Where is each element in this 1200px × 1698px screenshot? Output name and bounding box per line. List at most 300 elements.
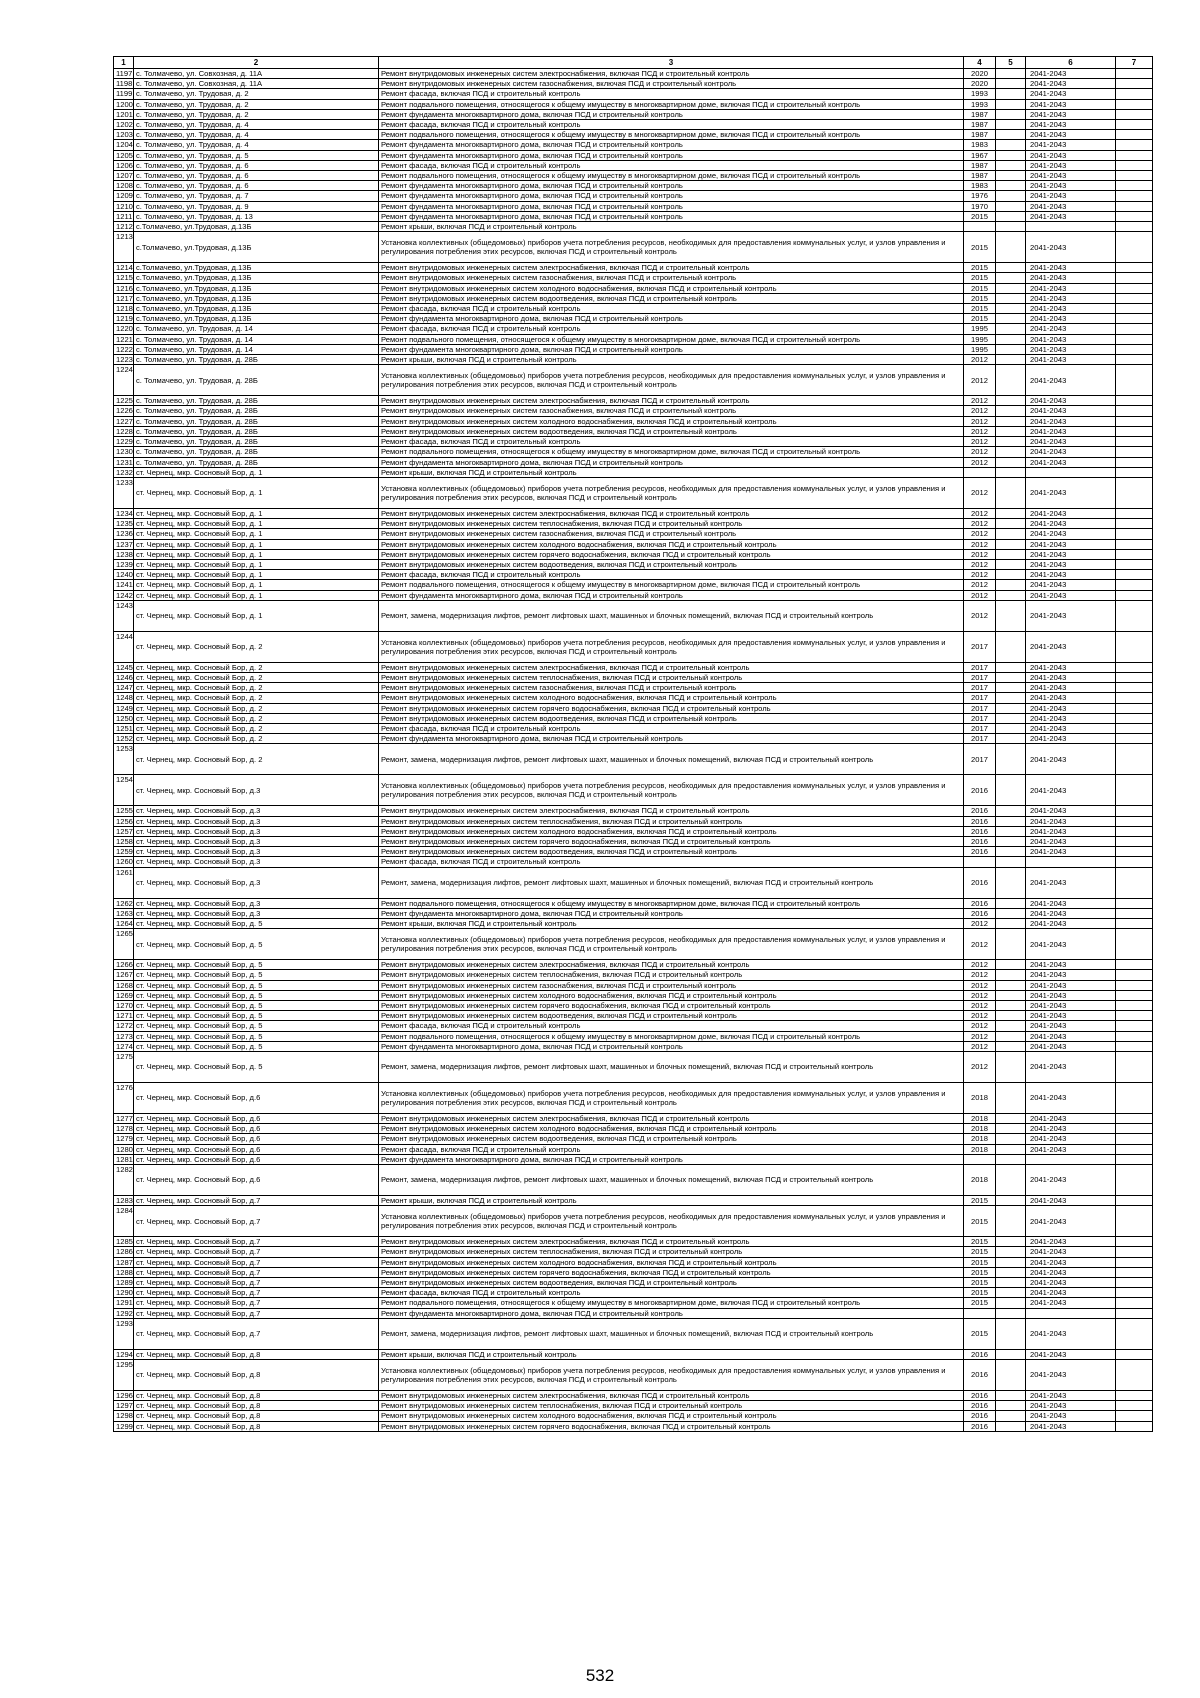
- work-type-cell: Ремонт крыши, включая ПСД и строительный контроль: [379, 467, 964, 477]
- work-type-cell: Ремонт внутридомовых инженерных систем холодного водоснабжения, включая ПСД и строительный контроль: [379, 1257, 964, 1267]
- table-row: [114, 1052, 1153, 1083]
- work-type-cell: Ремонт внутридомовых инженерных систем горячего водоснабжения, включая ПСД и строительный контроль: [379, 836, 964, 846]
- col7-cell: [1116, 806, 1153, 816]
- row-number: 1245: [114, 662, 134, 672]
- address-cell: с. Толмачево, ул. Совхозная, д. 11А: [134, 69, 379, 79]
- work-type-cell: Ремонт внутридомовых инженерных систем электроснабжения, включая ПСД и строительный контроль: [379, 1114, 964, 1124]
- col7-cell: [1116, 355, 1153, 365]
- year-cell: 1987: [964, 109, 996, 119]
- work-type-cell: Ремонт внутридомовых инженерных систем водоотведения, включая ПСД и строительный контроль: [379, 847, 964, 857]
- year-cell: 2015: [964, 1206, 996, 1237]
- year-cell: 2017: [964, 683, 996, 693]
- col5-cell: [996, 806, 1026, 816]
- period-cell: 2041-2043: [1026, 600, 1116, 631]
- period-cell: 2041-2043: [1026, 744, 1116, 775]
- work-type-cell: Ремонт фасада, включая ПСД и строительный контроль: [379, 324, 964, 334]
- address-cell: ст. Чернец, мкр. Сосновый Бор, д.3: [134, 816, 379, 826]
- address-cell: с. Толмачево, ул. Трудовая, д. 28Б: [134, 355, 379, 365]
- work-type-cell: Ремонт фасада, включая ПСД и строительный контроль: [379, 304, 964, 314]
- col7-cell: [1116, 631, 1153, 662]
- year-cell: 2012: [964, 1021, 996, 1031]
- col5-cell: [996, 201, 1026, 211]
- col5-cell: [996, 1360, 1026, 1391]
- work-type-cell: Ремонт внутридомовых инженерных систем водоотведения, включая ПСД и строительный контроль: [379, 293, 964, 303]
- year-cell: 1993: [964, 89, 996, 99]
- year-cell: 2012: [964, 355, 996, 365]
- period-cell: 2041-2043: [1026, 140, 1116, 150]
- row-number: 1253: [114, 744, 134, 775]
- col5-cell: [996, 898, 1026, 908]
- col7-cell: [1116, 1134, 1153, 1144]
- row-number: 1203: [114, 130, 134, 140]
- table-row: [114, 1411, 1153, 1421]
- work-type-cell: Ремонт внутридомовых инженерных систем электроснабжения, включая ПСД и строительный контроль: [379, 806, 964, 816]
- period-cell: 2041-2043: [1026, 1124, 1116, 1134]
- period-cell: [1026, 222, 1116, 232]
- col5-cell: [996, 1237, 1026, 1247]
- col7-cell: [1116, 171, 1153, 181]
- col7-cell: [1116, 1308, 1153, 1318]
- col5-cell: [996, 447, 1026, 457]
- table-row: [114, 1114, 1153, 1124]
- col7-cell: [1116, 1144, 1153, 1154]
- work-type-cell: Ремонт фасада, включая ПСД и строительный контроль: [379, 120, 964, 130]
- work-type-cell: Ремонт внутридомовых инженерных систем горячего водоснабжения, включая ПСД и строительный контроль: [379, 1267, 964, 1277]
- row-number: 1254: [114, 775, 134, 806]
- row-number: 1266: [114, 960, 134, 970]
- work-type-cell: Ремонт внутридомовых инженерных систем холодного водоснабжения, включая ПСД и строительный контроль: [379, 283, 964, 293]
- col-header-1: 1: [114, 57, 134, 69]
- col7-cell: [1116, 836, 1153, 846]
- work-type-cell: Ремонт фундамента многоквартирного дома, включая ПСД и строительный контроль: [379, 150, 964, 160]
- work-type-cell: Ремонт, замена, модернизация лифтов, ремонт лифтовых шахт, машинных и блочных помещений, включая ПСД и строительный контроль: [379, 1318, 964, 1349]
- row-number: 1292: [114, 1308, 134, 1318]
- address-cell: ст. Чернец, мкр. Сосновый Бор, д. 1: [134, 600, 379, 631]
- table-row: [114, 590, 1153, 600]
- address-cell: ст. Чернец, мкр. Сосновый Бор, д. 1: [134, 590, 379, 600]
- col5-cell: [996, 79, 1026, 89]
- address-cell: ст. Чернец, мкр. Сосновый Бор, д. 1: [134, 467, 379, 477]
- table-row: [114, 580, 1153, 590]
- period-cell: 2041-2043: [1026, 713, 1116, 723]
- col5-cell: [996, 171, 1026, 181]
- table-row: [114, 89, 1153, 99]
- period-cell: 2041-2043: [1026, 631, 1116, 662]
- row-number: 1278: [114, 1124, 134, 1134]
- period-cell: [1026, 1308, 1116, 1318]
- col5-cell: [996, 304, 1026, 314]
- col5-cell: [996, 519, 1026, 529]
- row-number: 1230: [114, 447, 134, 457]
- row-number: 1239: [114, 559, 134, 569]
- period-cell: 2041-2043: [1026, 457, 1116, 467]
- period-cell: 2041-2043: [1026, 1144, 1116, 1154]
- table-row: [114, 1154, 1153, 1164]
- table-row: [114, 1083, 1153, 1114]
- period-cell: 2041-2043: [1026, 929, 1116, 960]
- col5-cell: [996, 140, 1026, 150]
- table-row: [114, 263, 1153, 273]
- year-cell: 2012: [964, 519, 996, 529]
- col7-cell: [1116, 99, 1153, 109]
- address-cell: ст. Чернец, мкр. Сосновый Бор, д. 5: [134, 1052, 379, 1083]
- year-cell: 2015: [964, 1288, 996, 1298]
- col7-cell: [1116, 1288, 1153, 1298]
- address-cell: ст. Чернец, мкр. Сосновый Бор, д.7: [134, 1257, 379, 1267]
- work-type-cell: Установка коллективных (общедомовых) приборов учета потребления ресурсов, необходимых для предоставления коммунальных услуг, и узлов управления и регулирования потребления этих ресурсов, включая ПСД и строительный контроль: [379, 775, 964, 806]
- table-row: [114, 324, 1153, 334]
- col7-cell: [1116, 457, 1153, 467]
- col-header-4: 4: [964, 57, 996, 69]
- col7-cell: [1116, 1031, 1153, 1041]
- period-cell: 2041-2043: [1026, 775, 1116, 806]
- col5-cell: [996, 89, 1026, 99]
- work-type-cell: Ремонт внутридомовых инженерных систем электроснабжения, включая ПСД и строительный контроль: [379, 263, 964, 273]
- col7-cell: [1116, 1052, 1153, 1083]
- row-number: 1273: [114, 1031, 134, 1041]
- work-type-cell: Ремонт фундамента многоквартирного дома, включая ПСД и строительный контроль: [379, 344, 964, 354]
- period-cell: 2041-2043: [1026, 1247, 1116, 1257]
- col7-cell: [1116, 467, 1153, 477]
- row-number: 1276: [114, 1083, 134, 1114]
- address-cell: с. Толмачево, ул. Трудовая, д. 28Б: [134, 416, 379, 426]
- period-cell: 2041-2043: [1026, 693, 1116, 703]
- year-cell: 2016: [964, 1349, 996, 1359]
- row-number: 1235: [114, 519, 134, 529]
- address-cell: с. Толмачево, ул. Трудовая, д. 28Б: [134, 406, 379, 416]
- table-row: [114, 744, 1153, 775]
- period-cell: 2041-2043: [1026, 1031, 1116, 1041]
- address-cell: ст. Чернец, мкр. Сосновый Бор, д. 1: [134, 477, 379, 508]
- work-type-cell: Установка коллективных (общедомовых) приборов учета потребления ресурсов, необходимых для предоставления коммунальных услуг, и узлов управления и регулирования потребления этих ресурсов, включая ПСД и строительный контроль: [379, 477, 964, 508]
- period-cell: 2041-2043: [1026, 314, 1116, 324]
- address-cell: с.Толмачево, ул.Трудовая, д.13Б: [134, 283, 379, 293]
- address-cell: ст. Чернец, мкр. Сосновый Бор, д.7: [134, 1247, 379, 1257]
- address-cell: ст. Чернец, мкр. Сосновый Бор, д. 5: [134, 1021, 379, 1031]
- table-row: [114, 683, 1153, 693]
- col5-cell: [996, 426, 1026, 436]
- year-cell: 2015: [964, 293, 996, 303]
- col5-cell: [996, 1411, 1026, 1421]
- work-type-cell: Ремонт фасада, включая ПСД и строительный контроль: [379, 160, 964, 170]
- period-cell: 2041-2043: [1026, 1237, 1116, 1247]
- col5-cell: [996, 1257, 1026, 1267]
- col7-cell: [1116, 539, 1153, 549]
- period-cell: 2041-2043: [1026, 130, 1116, 140]
- row-number: 1297: [114, 1401, 134, 1411]
- period-cell: 2041-2043: [1026, 447, 1116, 457]
- col7-cell: [1116, 970, 1153, 980]
- period-cell: 2041-2043: [1026, 1349, 1116, 1359]
- col7-cell: [1116, 519, 1153, 529]
- table-row: [114, 1247, 1153, 1257]
- year-cell: 2012: [964, 529, 996, 539]
- year-cell: 2012: [964, 426, 996, 436]
- address-cell: ст. Чернец, мкр. Сосновый Бор, д.3: [134, 898, 379, 908]
- col7-cell: [1116, 683, 1153, 693]
- col-header-5: 5: [996, 57, 1026, 69]
- col5-cell: [996, 539, 1026, 549]
- col7-cell: [1116, 929, 1153, 960]
- year-cell: 2020: [964, 79, 996, 89]
- address-cell: с. Толмачево, ул. Трудовая, д. 4: [134, 130, 379, 140]
- table-row: [114, 1257, 1153, 1267]
- table-row: [114, 908, 1153, 918]
- table-row: [114, 1318, 1153, 1349]
- row-number: 1281: [114, 1154, 134, 1164]
- address-cell: ст. Чернец, мкр. Сосновый Бор, д.7: [134, 1288, 379, 1298]
- period-cell: 2041-2043: [1026, 232, 1116, 263]
- row-number: 1267: [114, 970, 134, 980]
- row-number: 1249: [114, 703, 134, 713]
- period-cell: 2041-2043: [1026, 150, 1116, 160]
- year-cell: 2012: [964, 457, 996, 467]
- col7-cell: [1116, 1401, 1153, 1411]
- address-cell: ст. Чернец, мкр. Сосновый Бор, д. 5: [134, 1001, 379, 1011]
- row-number: 1234: [114, 508, 134, 518]
- year-cell: 1995: [964, 324, 996, 334]
- row-number: 1224: [114, 365, 134, 396]
- address-cell: ст. Чернец, мкр. Сосновый Бор, д.7: [134, 1196, 379, 1206]
- col5-cell: [996, 1421, 1026, 1431]
- work-type-cell: Ремонт внутридомовых инженерных систем электроснабжения, включая ПСД и строительный контроль: [379, 662, 964, 672]
- period-cell: 2041-2043: [1026, 836, 1116, 846]
- address-cell: ст. Чернец, мкр. Сосновый Бор, д. 2: [134, 672, 379, 682]
- col7-cell: [1116, 590, 1153, 600]
- work-type-cell: Ремонт фасада, включая ПСД и строительный контроль: [379, 437, 964, 447]
- row-number: 1227: [114, 416, 134, 426]
- table-row: [114, 293, 1153, 303]
- work-type-cell: Установка коллективных (общедомовых) приборов учета потребления ресурсов, необходимых для предоставления коммунальных услуг, и узлов управления и регулирования потребления этих ресурсов, включая ПСД и строительный контроль: [379, 929, 964, 960]
- table-row: [114, 406, 1153, 416]
- row-number: 1207: [114, 171, 134, 181]
- table-row: [114, 1360, 1153, 1391]
- col7-cell: [1116, 130, 1153, 140]
- table-row: [114, 273, 1153, 283]
- work-type-cell: Установка коллективных (общедомовых) приборов учета потребления ресурсов, необходимых для предоставления коммунальных услуг, и узлов управления и регулирования потребления этих ресурсов, включая ПСД и строительный контроль: [379, 1360, 964, 1391]
- col5-cell: [996, 232, 1026, 263]
- col5-cell: [996, 181, 1026, 191]
- row-number: 1298: [114, 1411, 134, 1421]
- col7-cell: [1116, 1391, 1153, 1401]
- year-cell: 2018: [964, 1134, 996, 1144]
- col5-cell: [996, 1011, 1026, 1021]
- col5-cell: [996, 631, 1026, 662]
- year-cell: 2015: [964, 1196, 996, 1206]
- work-type-cell: Ремонт внутридомовых инженерных систем газоснабжения, включая ПСД и строительный контроль: [379, 980, 964, 990]
- address-cell: ст. Чернец, мкр. Сосновый Бор, д.8: [134, 1391, 379, 1401]
- col5-cell: [996, 437, 1026, 447]
- table-row: [114, 970, 1153, 980]
- year-cell: [964, 222, 996, 232]
- year-cell: 2017: [964, 734, 996, 744]
- col5-cell: [996, 1196, 1026, 1206]
- col7-cell: [1116, 1349, 1153, 1359]
- period-cell: 2041-2043: [1026, 1401, 1116, 1411]
- address-cell: с. Толмачево, ул. Трудовая, д. 14: [134, 344, 379, 354]
- table-row: [114, 1391, 1153, 1401]
- address-cell: ст. Чернец, мкр. Сосновый Бор, д. 1: [134, 519, 379, 529]
- table-row: [114, 857, 1153, 867]
- table-row: [114, 734, 1153, 744]
- period-cell: 2041-2043: [1026, 1041, 1116, 1051]
- address-cell: ст. Чернец, мкр. Сосновый Бор, д.3: [134, 806, 379, 816]
- period-cell: 2041-2043: [1026, 1083, 1116, 1114]
- period-cell: 2041-2043: [1026, 191, 1116, 201]
- col5-cell: [996, 1114, 1026, 1124]
- year-cell: 1970: [964, 201, 996, 211]
- address-cell: ст. Чернец, мкр. Сосновый Бор, д. 1: [134, 580, 379, 590]
- col5-cell: [996, 816, 1026, 826]
- row-number: 1199: [114, 89, 134, 99]
- year-cell: 1983: [964, 181, 996, 191]
- work-type-cell: Ремонт фундамента многоквартирного дома, включая ПСД и строительный контроль: [379, 314, 964, 324]
- col7-cell: [1116, 1257, 1153, 1267]
- work-type-cell: Ремонт внутридомовых инженерных систем электроснабжения, включая ПСД и строительный контроль: [379, 508, 964, 518]
- table-row: [114, 99, 1153, 109]
- period-cell: 2041-2043: [1026, 79, 1116, 89]
- period-cell: 2041-2043: [1026, 980, 1116, 990]
- year-cell: 2012: [964, 918, 996, 928]
- year-cell: 2018: [964, 1114, 996, 1124]
- year-cell: 2017: [964, 631, 996, 662]
- address-cell: с. Толмачево, ул. Трудовая, д. 28Б: [134, 457, 379, 467]
- period-cell: 2041-2043: [1026, 960, 1116, 970]
- period-cell: 2041-2043: [1026, 324, 1116, 334]
- year-cell: 2012: [964, 1001, 996, 1011]
- col5-cell: [996, 970, 1026, 980]
- col5-cell: [996, 857, 1026, 867]
- table-row: [114, 1041, 1153, 1051]
- work-type-cell: Ремонт внутридомовых инженерных систем холодного водоснабжения, включая ПСД и строительный контроль: [379, 990, 964, 1000]
- period-cell: 2041-2043: [1026, 703, 1116, 713]
- year-cell: 2012: [964, 477, 996, 508]
- col7-cell: [1116, 222, 1153, 232]
- col7-cell: [1116, 580, 1153, 590]
- year-cell: 2016: [964, 1421, 996, 1431]
- period-cell: 2041-2043: [1026, 806, 1116, 816]
- table-row: [114, 1267, 1153, 1277]
- year-cell: 1993: [964, 99, 996, 109]
- work-type-cell: Ремонт подвального помещения, относящегося к общему имуществу в многоквартирном доме, включая ПСД и строительный контроль: [379, 447, 964, 457]
- address-cell: с. Толмачево, ул. Трудовая, д. 6: [134, 171, 379, 181]
- address-cell: ст. Чернец, мкр. Сосновый Бор, д.3: [134, 857, 379, 867]
- col5-cell: [996, 211, 1026, 221]
- period-cell: 2041-2043: [1026, 263, 1116, 273]
- year-cell: 2012: [964, 416, 996, 426]
- table-row: [114, 1031, 1153, 1041]
- address-cell: с. Толмачево, ул. Трудовая, д. 4: [134, 140, 379, 150]
- year-cell: 2016: [964, 847, 996, 857]
- row-number: 1263: [114, 908, 134, 918]
- year-cell: 1995: [964, 334, 996, 344]
- year-cell: 2018: [964, 1124, 996, 1134]
- row-number: 1243: [114, 600, 134, 631]
- row-number: 1248: [114, 693, 134, 703]
- col5-cell: [996, 457, 1026, 467]
- row-number: 1277: [114, 1114, 134, 1124]
- col5-cell: [996, 744, 1026, 775]
- address-cell: ст. Чернец, мкр. Сосновый Бор, д.7: [134, 1267, 379, 1277]
- col5-cell: [996, 683, 1026, 693]
- col7-cell: [1116, 293, 1153, 303]
- period-cell: 2041-2043: [1026, 396, 1116, 406]
- table-header-row: [114, 57, 1153, 69]
- year-cell: 2017: [964, 713, 996, 723]
- col5-cell: [996, 1041, 1026, 1051]
- table-row: [114, 201, 1153, 211]
- work-type-cell: Ремонт фундамента многоквартирного дома, включая ПСД и строительный контроль: [379, 908, 964, 918]
- col7-cell: [1116, 447, 1153, 457]
- address-cell: ст. Чернец, мкр. Сосновый Бор, д. 1: [134, 529, 379, 539]
- row-number: 1268: [114, 980, 134, 990]
- table-row: [114, 1165, 1153, 1196]
- col5-cell: [996, 406, 1026, 416]
- col7-cell: [1116, 1021, 1153, 1031]
- year-cell: 2012: [964, 590, 996, 600]
- period-cell: 2041-2043: [1026, 1165, 1116, 1196]
- year-cell: 1976: [964, 191, 996, 201]
- col5-cell: [996, 1021, 1026, 1031]
- col7-cell: [1116, 723, 1153, 733]
- work-type-cell: Ремонт внутридомовых инженерных систем водоотведения, включая ПСД и строительный контроль: [379, 1134, 964, 1144]
- address-cell: с.Толмачево, ул.Трудовая, д.13Б: [134, 314, 379, 324]
- period-cell: 2041-2043: [1026, 99, 1116, 109]
- table-row: [114, 918, 1153, 928]
- period-cell: 2041-2043: [1026, 1288, 1116, 1298]
- work-type-cell: Ремонт, замена, модернизация лифтов, ремонт лифтовых шахт, машинных и блочных помещений, включая ПСД и строительный контроль: [379, 1052, 964, 1083]
- col7-cell: [1116, 867, 1153, 898]
- col5-cell: [996, 130, 1026, 140]
- table-row: [114, 600, 1153, 631]
- row-number: 1238: [114, 549, 134, 559]
- work-type-cell: Ремонт внутридомовых инженерных систем водоотведения, включая ПСД и строительный контроль: [379, 559, 964, 569]
- row-number: 1269: [114, 990, 134, 1000]
- address-cell: ст. Чернец, мкр. Сосновый Бор, д.7: [134, 1308, 379, 1318]
- col7-cell: [1116, 1154, 1153, 1164]
- year-cell: 2017: [964, 723, 996, 733]
- address-cell: ст. Чернец, мкр. Сосновый Бор, д. 2: [134, 713, 379, 723]
- col5-cell: [996, 1154, 1026, 1164]
- table-row: [114, 457, 1153, 467]
- table-row: [114, 559, 1153, 569]
- col7-cell: [1116, 693, 1153, 703]
- work-type-cell: Ремонт фундамента многоквартирного дома, включая ПСД и строительный контроль: [379, 734, 964, 744]
- period-cell: 2041-2043: [1026, 898, 1116, 908]
- table-row: [114, 1421, 1153, 1431]
- col7-cell: [1116, 847, 1153, 857]
- table-row: [114, 631, 1153, 662]
- work-type-cell: Установка коллективных (общедомовых) приборов учета потребления ресурсов, необходимых для предоставления коммунальных услуг, и узлов управления и регулирования потребления этих ресурсов, включая ПСД и строительный контроль: [379, 1083, 964, 1114]
- table-row: [114, 79, 1153, 89]
- row-number: 1255: [114, 806, 134, 816]
- period-cell: 2041-2043: [1026, 816, 1116, 826]
- col5-cell: [996, 1206, 1026, 1237]
- col7-cell: [1116, 120, 1153, 130]
- table-row: [114, 703, 1153, 713]
- table-row: [114, 211, 1153, 221]
- work-type-cell: Ремонт внутридомовых инженерных систем теплоснабжения, включая ПСД и строительный контроль: [379, 519, 964, 529]
- col7-cell: [1116, 437, 1153, 447]
- year-cell: 2012: [964, 960, 996, 970]
- row-number: 1247: [114, 683, 134, 693]
- year-cell: [964, 1154, 996, 1164]
- address-cell: ст. Чернец, мкр. Сосновый Бор, д. 2: [134, 693, 379, 703]
- year-cell: 2017: [964, 672, 996, 682]
- year-cell: 1983: [964, 140, 996, 150]
- year-cell: 2015: [964, 1257, 996, 1267]
- col5-cell: [996, 1031, 1026, 1041]
